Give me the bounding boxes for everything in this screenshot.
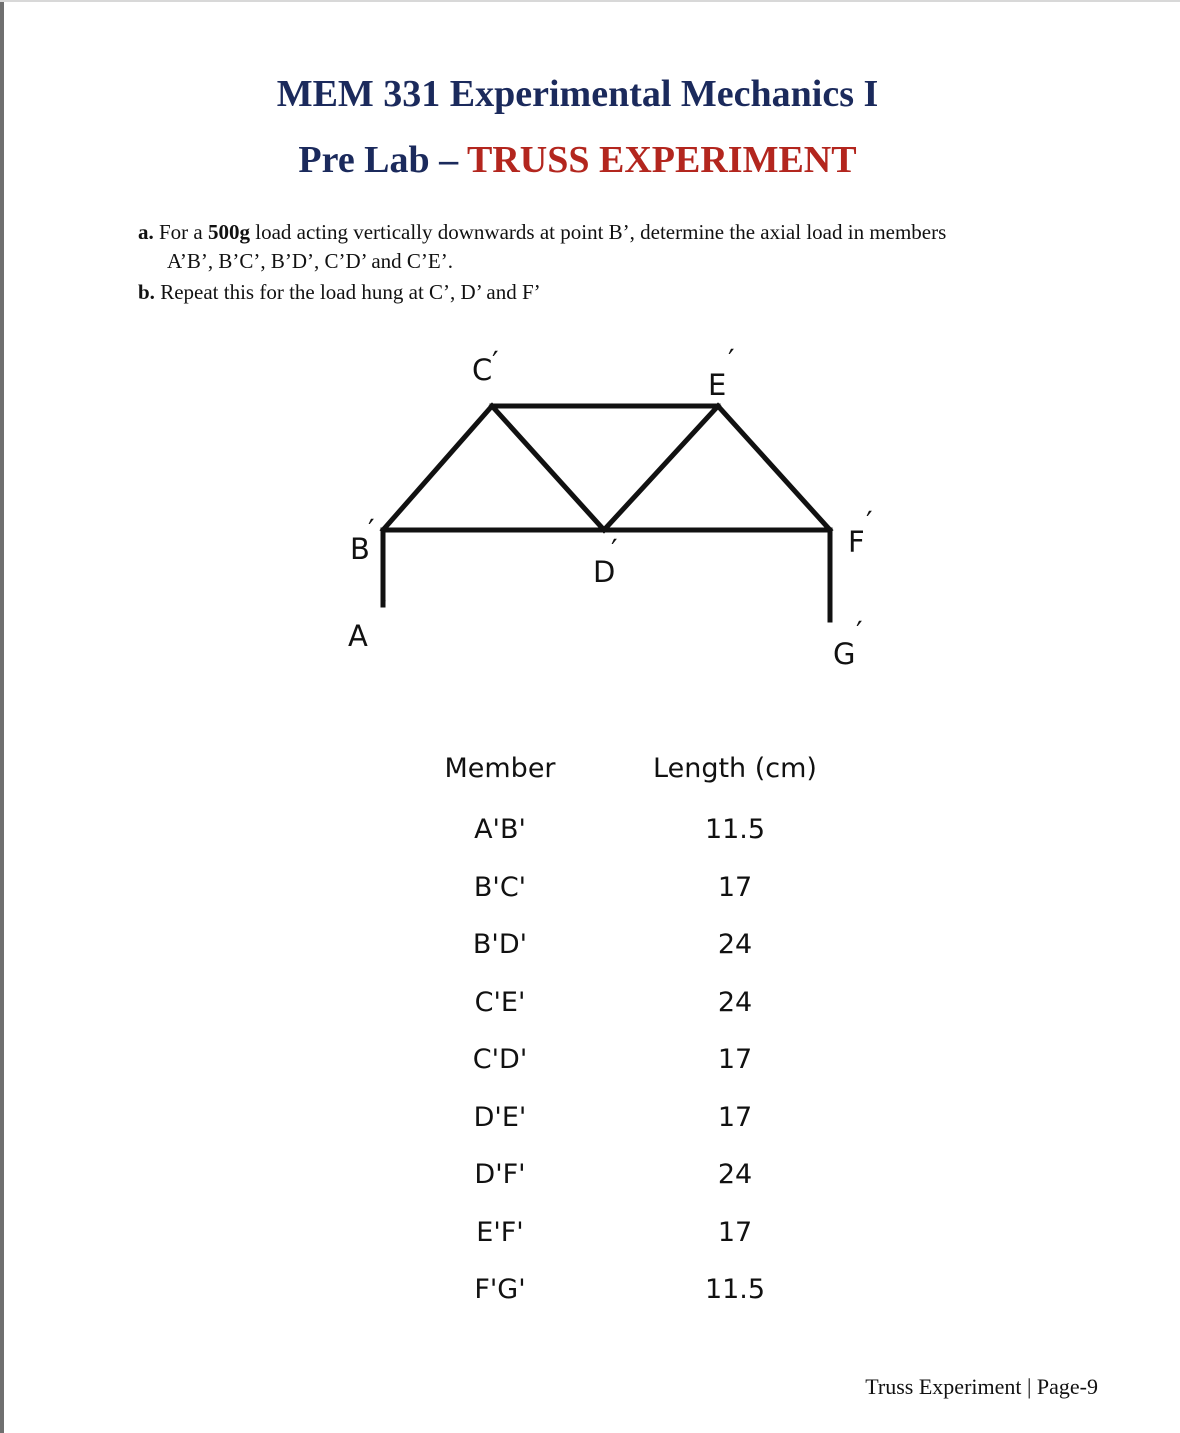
row-length: 17: [717, 1216, 753, 1248]
table-row: [420, 1031, 860, 1089]
member-b-c: [383, 406, 492, 530]
row-member: D'F': [474, 1159, 526, 1191]
label-b-prime: ′: [368, 513, 375, 547]
question-a-text-3: A’B’, B’C’, B’D’, C’D’ and C’E’.: [167, 249, 453, 273]
row-member: C'E': [474, 986, 526, 1018]
truss-diagram: [0, 330, 1180, 690]
label-g-prime: ′: [856, 615, 863, 649]
member-c-d: [492, 406, 604, 530]
label-c: C: [472, 353, 493, 387]
label-f-prime: ′: [866, 505, 873, 539]
row-member: B'D': [472, 929, 528, 961]
page-footer: Truss Experiment | Page-9: [865, 1374, 1098, 1399]
row-member: C'D': [472, 1044, 528, 1076]
question-a: [138, 218, 1098, 276]
page-subtitle: [0, 138, 1155, 182]
member-length-table: [420, 745, 860, 1319]
row-length: 24: [717, 929, 753, 961]
subtitle-prefix: Pre Lab: [298, 139, 430, 181]
row-member: F'G': [474, 1274, 526, 1306]
question-a-text-1: For a: [159, 220, 203, 244]
label-a-prime: ′: [380, 595, 387, 629]
row-member: D'E': [473, 1101, 527, 1133]
node-labels: [348, 343, 873, 671]
question-b-text: Repeat this for the load hung at C’, D’ and F’: [160, 280, 541, 304]
table-row: [420, 1204, 860, 1262]
row-length: 24: [717, 986, 753, 1018]
table-row: [420, 859, 860, 917]
member-e-f: [718, 406, 830, 530]
subtitle-highlight: TRUSS EXPERIMENT: [467, 139, 857, 181]
label-d: D: [593, 555, 616, 589]
label-g: G: [833, 637, 856, 671]
question-a-text-2: load acting vertically downwards at point B’, determine the axial load in members: [255, 220, 947, 244]
header-member: Member: [444, 752, 556, 784]
row-length: 17: [717, 1101, 753, 1133]
label-e: E: [708, 368, 727, 402]
row-member: E'F': [476, 1216, 524, 1248]
label-f: F: [848, 525, 865, 559]
table-row: [420, 1146, 860, 1204]
subtitle-dash: –: [429, 139, 467, 181]
question-a-marker: a.: [138, 220, 154, 244]
header-length: Length (cm): [653, 752, 817, 784]
label-c-prime: ′: [492, 345, 499, 379]
label-a: A: [348, 619, 368, 653]
page-left-edge: [0, 0, 4, 1433]
question-b: [138, 278, 1098, 307]
table-header: [420, 745, 860, 791]
label-e-prime: ′: [728, 343, 735, 377]
row-member: A'B': [474, 814, 526, 846]
table-row: [420, 1089, 860, 1147]
table-row: [420, 801, 860, 859]
row-member: B'C': [473, 871, 527, 903]
row-length: 17: [717, 871, 753, 903]
row-length: 24: [717, 1159, 753, 1191]
member-d-e: [604, 406, 718, 530]
row-length: 11.5: [704, 814, 766, 846]
label-b: B: [350, 532, 370, 566]
page-title: MEM 331 Experimental Mechanics I: [276, 73, 879, 115]
table-row: [420, 916, 860, 974]
row-length: 11.5: [704, 1274, 766, 1306]
page-top-edge: [0, 0, 1180, 2]
row-length: 17: [717, 1044, 753, 1076]
question-b-marker: b.: [138, 280, 155, 304]
label-d-prime: ′: [611, 533, 618, 567]
table-row: [420, 1261, 860, 1319]
table-row: [420, 974, 860, 1032]
question-a-bold: 500g: [208, 220, 250, 244]
